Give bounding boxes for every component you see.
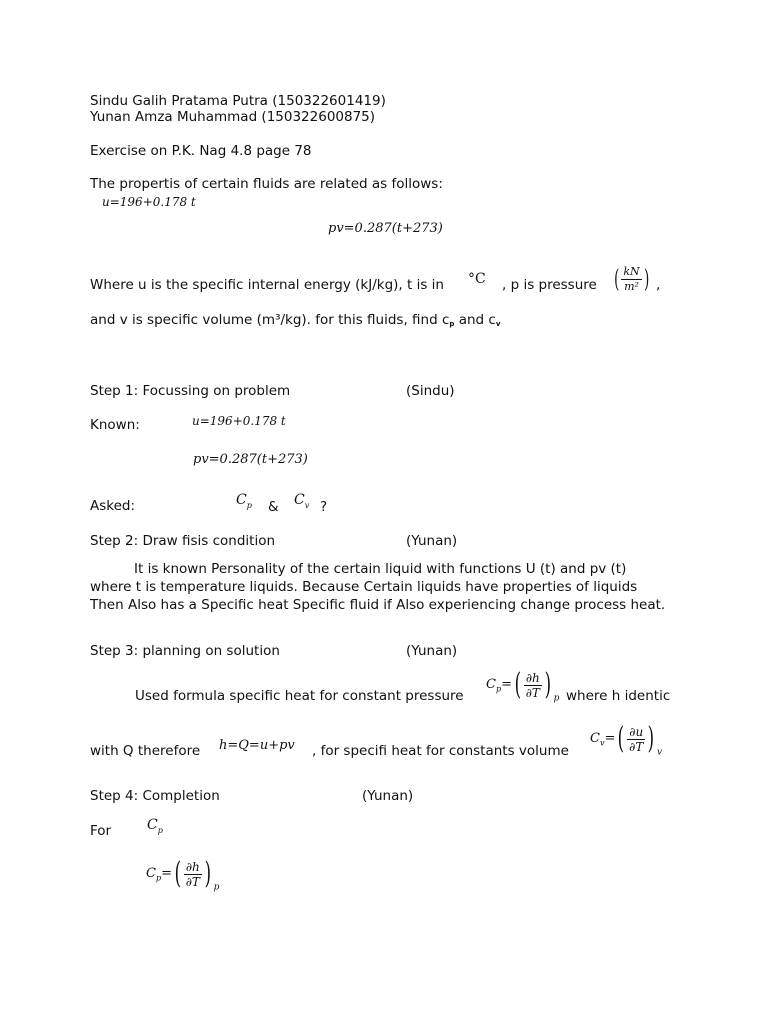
specific-volume-text: and v is specific volume (m³/kg). for this fluids, find c <box>90 312 450 328</box>
cv-formula-lhs-sub: v <box>599 738 605 748</box>
asked-label: Asked: <box>90 498 136 514</box>
where-text-2: , p is pressure <box>502 277 597 293</box>
step1-title: Step 1: Focussing on problem <box>90 383 291 399</box>
asked-ampersand: & <box>268 499 279 515</box>
cv-subscript: v <box>495 320 501 328</box>
cp-formula-lhs: C <box>486 676 496 692</box>
step3-text-2: , for specifi heat for constants volume <box>312 743 569 759</box>
step1-author: (Sindu) <box>406 383 455 399</box>
step3-with: with Q therefore <box>90 743 201 759</box>
and-text: and c <box>454 312 496 328</box>
step2-paragraph-text: It is known Personality of the certain liquid with functions U (t) and pv (t) where t is temperature liquids. Because Certain liquids have properties of liquids Then Also has a Specific heat Specific fluid if Also experiencing change process heat. <box>90 561 666 613</box>
asked-cp <box>236 492 252 514</box>
step2-paragraph <box>90 560 670 614</box>
equation-u: u=196+0.178 t <box>102 195 196 209</box>
cp-formula: $C_p=$( $\frac{\partial h}{\partial T}$ ) $_p$ <box>486 667 560 704</box>
step3-text-1: Used formula specific heat for constant pressure <box>135 688 464 704</box>
asked-cv-letter: C <box>294 492 305 508</box>
step4-cp-den: ∂T <box>185 874 200 889</box>
step4-cp-lhs: C <box>146 865 156 881</box>
asked-cp-sub: p <box>246 500 252 510</box>
cv-formula-lhs: C <box>590 730 600 746</box>
step3-author: (Yunan) <box>406 643 458 659</box>
pressure-unit-num: kN <box>623 264 640 278</box>
cv-formula-num: ∂u <box>627 725 645 740</box>
for-label: For <box>90 823 112 839</box>
step4-title: Step 4: Completion <box>90 788 220 804</box>
degree-celsius: °C <box>468 271 486 287</box>
asked-cp-letter: C <box>236 492 247 508</box>
for-cp-sub: p <box>157 825 163 835</box>
step4-author: (Yunan) <box>362 788 414 804</box>
known-equation-pv: pv=0.287(t+273) <box>193 452 308 467</box>
step3-title: Step 3: planning on solution <box>90 643 280 659</box>
step2-title: Step 2: Draw fisis condition <box>90 533 276 549</box>
pressure-unit-den: m² <box>624 279 639 293</box>
pressure-unit: ( $\frac{kN}{\text{m²}}$ ) <box>614 264 649 293</box>
cp-formula-lhs-sub: p <box>495 684 502 694</box>
for-cp-letter: C <box>147 817 158 833</box>
cp-formula-sub: p <box>553 693 560 704</box>
exercise-title: Exercise on P.K. Nag 4.8 page 78 <box>90 143 312 159</box>
known-equation-u: u=196+0.178 t <box>192 414 286 428</box>
intro-text: The propertis of certain fluids are related as follows: <box>90 176 443 192</box>
specific-volume-line <box>90 311 500 333</box>
step3-where: where h identic <box>566 688 671 704</box>
step4-cp-sub: p <box>213 882 220 893</box>
asked-cv-sub: v <box>304 500 310 510</box>
equation-h: h=Q=u+pv <box>219 738 295 753</box>
cp-subscript: p <box>449 320 455 328</box>
step4-cp-lhs-sub: p <box>155 873 162 883</box>
author-line-2: Yunan Amza Muhammad (150322600875) <box>90 109 376 125</box>
step2-author: (Yunan) <box>406 533 458 549</box>
cv-formula: $C_v=$( $\frac{\partial u}{\partial T}$ ) $_v$ <box>590 721 663 758</box>
cp-formula-num: ∂h <box>524 671 542 686</box>
asked-question: ? <box>320 499 328 515</box>
known-label: Known: <box>90 417 140 433</box>
author-line-1: Sindu Galih Pratama Putra (150322601419) <box>90 93 386 109</box>
equation-pv: pv=0.287(t+273) <box>328 221 443 236</box>
asked-cv <box>294 492 309 514</box>
for-cp <box>147 817 163 839</box>
where-text-1: Where u is the specific internal energy (kJ/kg), t is in <box>90 277 444 293</box>
step4-cp-num: ∂h <box>184 860 202 875</box>
cv-formula-sub: v <box>657 747 663 758</box>
cp-formula-den: ∂T <box>525 685 540 700</box>
step4-cp-formula: $C_p=$( $\frac{\partial h}{\partial T}$ ) $_p$ <box>146 856 220 893</box>
cv-formula-den: ∂T <box>629 739 644 754</box>
where-text-3: , <box>656 277 661 293</box>
